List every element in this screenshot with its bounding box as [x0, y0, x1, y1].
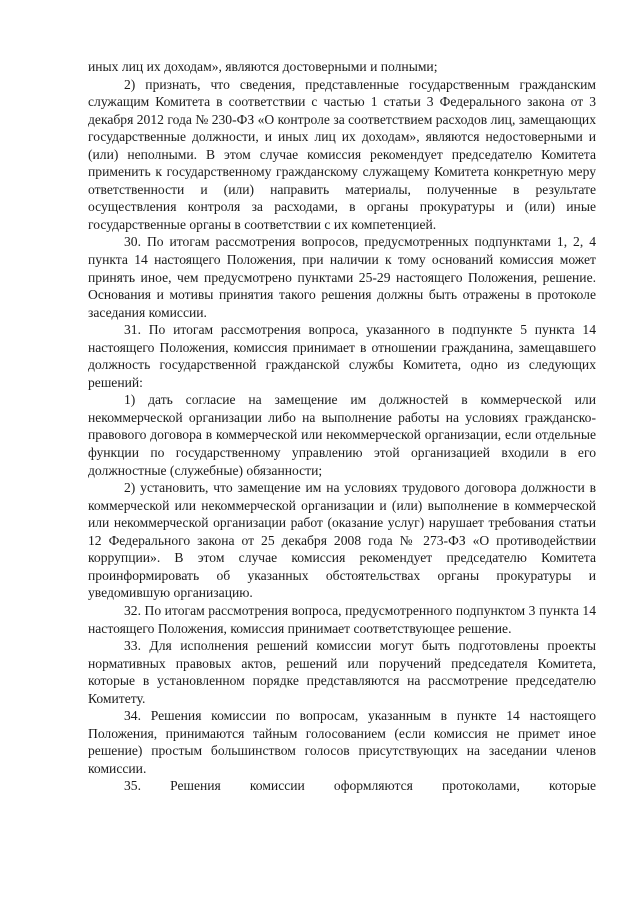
paragraph-item-35: 35. Решения комиссии оформляются протоколами, которые [124, 778, 596, 794]
document-page [88, 58, 596, 795]
paragraph-item-33: 33. Для исполнения решений комиссии могут быть подготовлены проекты нормативных правовых актов, решений или поручений председателя Комитета, которые в установленном порядке представляются на рассмотрение председателю Комитету. [88, 638, 596, 706]
paragraph-item-32: 32. По итогам рассмотрения вопроса, предусмотренного подпунктом 3 пункта 14 настоящего Положения, комиссия принимает соответствующее решение. [88, 602, 596, 636]
paragraph-item-30: 30. По итогам рассмотрения вопросов, предусмотренных подпунктами 1, 2, 4 пункта 14 настоящего Положения, при наличии к тому оснований комиссия может принять иное, чем предусмотрено пунктами 25-29 настоящего Положения, решение. Основания и мотивы принятия такого решения должны быть отражены в протоколе заседания комиссии. [88, 234, 596, 320]
paragraph-item-34: 34. Решения комиссии по вопросам, указанным в пункте 14 настоящего Положения, принимаются тайным голосованием (если комиссия не примет иное решение) простым большинством голосов присутствующих на заседании членов комиссии. [88, 708, 596, 776]
paragraph-subitem-2-establish: 2) установить, что замещение им на условиях трудового договора должности в коммерческой или некоммерческой организации и (или) выполнение в коммерческой или некоммерческой организации работ (оказание услуг) нарушает требования статьи 12 Федерального закона от 25 декабря 2008 года № 273-ФЗ «О противодействии коррупции». В этом случае комиссия рекомендует председателю Комитета проинформировать об указанных обстоятельствах органы прокуратуры и уведомившую организацию. [88, 480, 596, 601]
paragraph-subitem-2-recognize: 2) признать, что сведения, представленные государственным гражданским служащим Комитета в соответствии с частью 1 статьи 3 Федерального закона от 3 декабря 2012 года № 230-ФЗ «О контроле за соответствием расходов лиц, замещающих государственные должности, и иных лиц их доходам», являются недостоверными и (или) неполными. В этом случае комиссия рекомендует председателю Комитета применить к государственному гражданскому служащему Комитета конкретную меру ответственности и (или) направить материалы, полученные в результате осуществления контроля за расходами, в органы прокуратуры и (или) иные государственные органы в соответствии с их компетенцией. [88, 76, 596, 232]
paragraph-subitem-1-consent: 1) дать согласие на замещение им должностей в коммерческой или некоммерческой организации либо на выполнение работы на условиях гражданско-правового договора в коммерческой или некоммерческой организации, если отдельные функции по государственному управлению этой организацией входили в его должностные (служебные) обязанности; [88, 392, 596, 478]
paragraph-continuation: иных лиц их доходам», являются достоверными и полными; [88, 59, 438, 74]
paragraph-item-31: 31. По итогам рассмотрения вопроса, указанного в подпункте 5 пункта 14 настоящего Положения, комиссия принимает в отношении гражданина, замещавшего должность государственной гражданской службы Комитета, одно из следующих решений: [88, 322, 596, 390]
